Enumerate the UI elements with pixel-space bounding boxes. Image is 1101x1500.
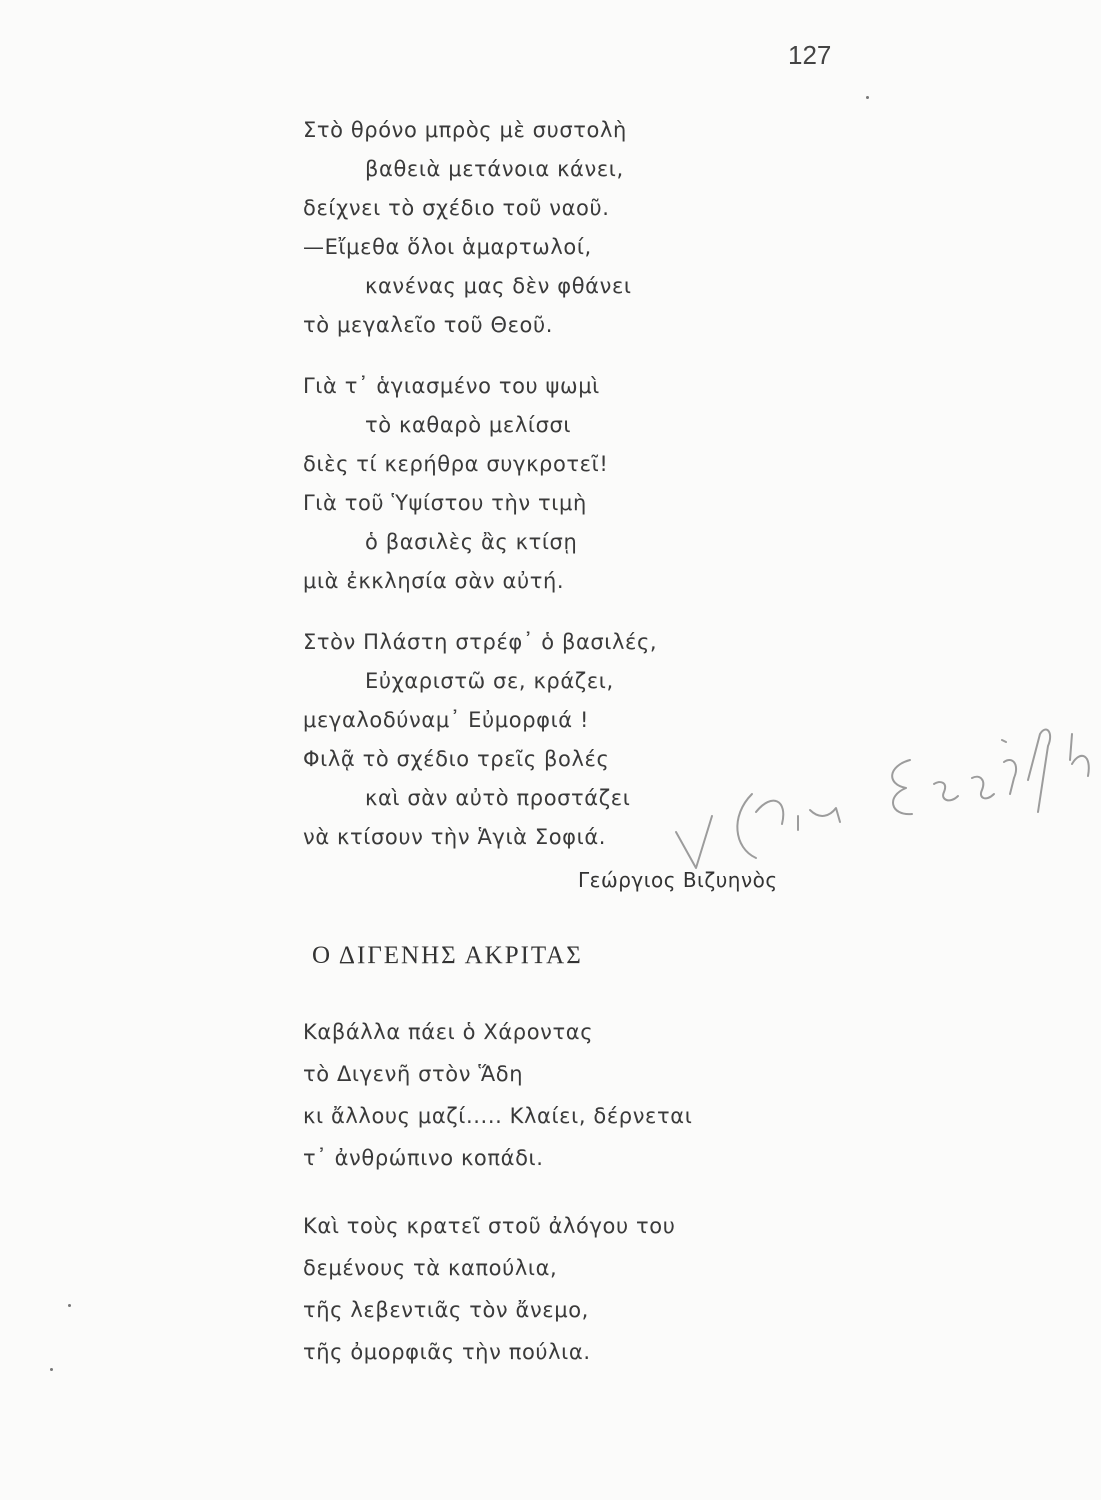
verse-line: βαθειὰ μετάνοια κάνει,: [365, 157, 624, 181]
verse-line: κανένας μας δὲν φθάνει: [365, 274, 632, 298]
scan-speck: [50, 1368, 53, 1371]
verse-line: μιὰ ἐκκλησία σὰν αὐτή.: [303, 569, 565, 593]
verse-line: μεγαλοδύναμ᾿ Εὐμορφιά !: [303, 708, 590, 732]
verse-line: Στὸν Πλάστη στρέφ᾿ ὁ βασιλές,: [303, 630, 658, 654]
verse-line: τῆς λεβεντιᾶς τὸν ἄνεμο,: [303, 1298, 589, 1322]
verse-line: Γιὰ τοῦ Ὑψίστου τὴν τιμὴ: [303, 491, 587, 515]
page-number: 127: [788, 40, 832, 70]
verse-line: Φιλᾷ τὸ σχέδιο τρεῖς βολές: [303, 747, 610, 771]
verse-line: καὶ σὰν αὐτὸ προστάζει: [365, 786, 631, 810]
verse-line: τὸ μεγαλεῖο τοῦ Θεοῦ.: [303, 313, 554, 337]
verse-line: δείχνει τὸ σχέδιο τοῦ ναοῦ.: [303, 196, 610, 220]
verse-line: νὰ κτίσουν τὴν Ἁγιὰ Σοφιά.: [303, 825, 607, 849]
verse-line: κι ἄλλους μαζί..... Κλαίει, δέρνεται: [303, 1104, 693, 1128]
verse-line: —Εἴμεθα ὅλοι ἁμαρτωλοί,: [303, 235, 592, 259]
author-signature: Γεώργιος Βιζυηνὸς: [578, 868, 778, 892]
verse-line: δεμένους τὰ καπούλια,: [303, 1256, 558, 1280]
verse-line: τὸ καθαρὸ μελίσσι: [365, 413, 572, 437]
handwritten-annotation: [660, 720, 1100, 880]
verse-line: Στὸ θρόνο μπρὸς μὲ συστολὴ: [303, 118, 627, 142]
verse-line: τῆς ὀμορφιᾶς τὴν πούλια.: [303, 1340, 591, 1364]
section-title: Ο ΔΙΓΕΝΗΣ ΑΚΡΙΤΑΣ: [312, 942, 583, 969]
scan-speck: [866, 96, 869, 99]
verse-line: Γιὰ τ᾿ ἁγιασμένο του ψωμὶ: [303, 374, 600, 398]
verse-line: Εὐχαριστῶ σε, κράζει,: [365, 669, 614, 693]
verse-line: Καὶ τοὺς κρατεῖ στοῦ ἀλόγου του: [303, 1214, 676, 1238]
verse-line: διὲς τί κερήθρα συγκροτεῖ!: [303, 452, 609, 476]
verse-line: ὁ βασιλὲς ἂς κτίσῃ: [365, 530, 578, 554]
verse-line: τ᾿ ἀνθρώπινο κοπάδι.: [303, 1146, 544, 1170]
verse-line: Καβάλλα πάει ὁ Χάροντας: [303, 1020, 594, 1044]
verse-line: τὸ Διγενῆ στὸν Ἅδη: [303, 1062, 524, 1086]
scan-speck: [68, 1304, 71, 1307]
